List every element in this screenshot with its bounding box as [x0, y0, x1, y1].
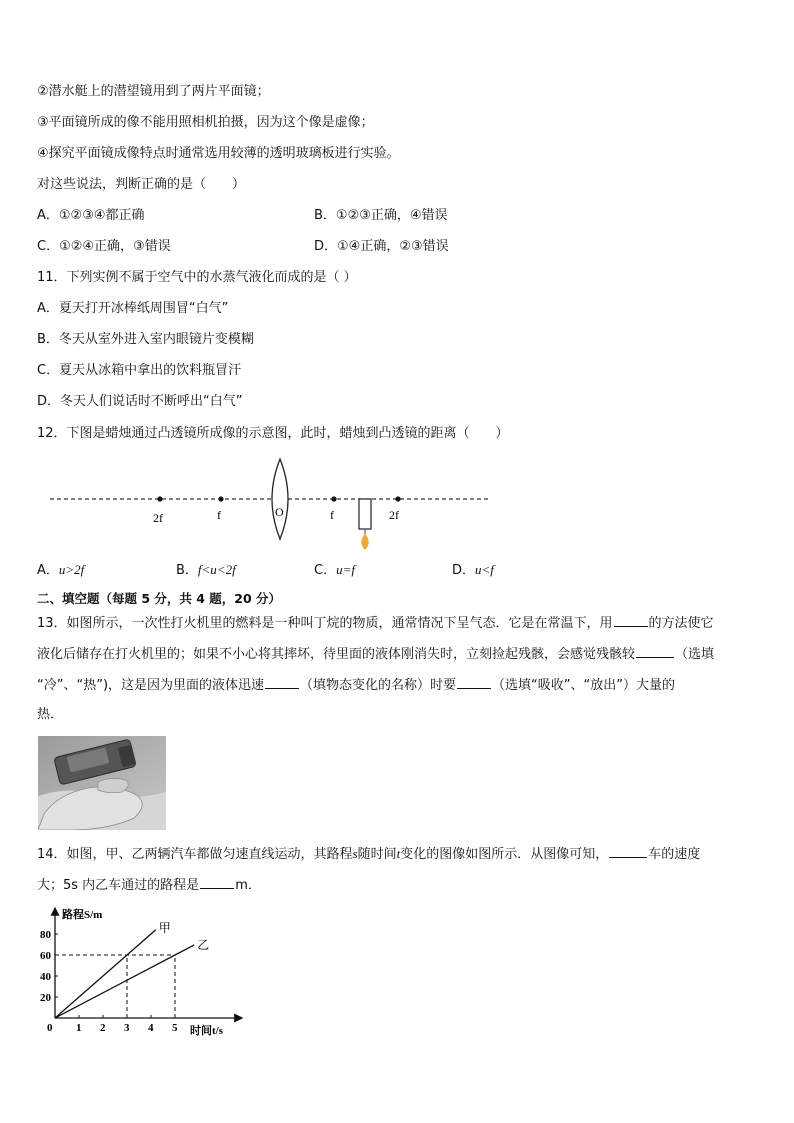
- answer-blank-4[interactable]: [457, 676, 491, 689]
- label-2f-right: 2f: [389, 508, 399, 522]
- q13-line-1-tail: 的方法使它: [648, 616, 714, 631]
- x-tick-label: 3: [124, 1022, 130, 1034]
- q12-option-c-prefix: C．: [314, 563, 337, 578]
- q14-line-2-tail: m．: [235, 878, 261, 893]
- q14-var-t: t: [396, 846, 401, 861]
- q11-option-d: D．冬天人们说话时不断呼出“白气”: [37, 394, 243, 409]
- right-2f-point: [395, 496, 400, 501]
- q12-option-c-expr: u=f: [336, 562, 355, 577]
- q13-line-2-tail: （选填: [675, 647, 715, 662]
- q10-option-c: C．①②④正确，③错误: [37, 239, 171, 254]
- x-tick-label: 5: [172, 1022, 178, 1034]
- x-tick-label: 2: [100, 1022, 106, 1034]
- q13-line-4: 热．: [37, 707, 64, 722]
- x-axis-label: 时间t/s: [190, 1025, 223, 1037]
- label-f-right: f: [330, 508, 334, 522]
- q13-line-2-text: 液化后储存在打火机里的；如果不小心将其摔坏，待里面的液体刚消失时，立刻捡起残骸，会感觉残骸较: [37, 647, 636, 662]
- q14-line-1-text: 14．如图，甲、乙两辆汽车都做匀速直线运动，其路程: [37, 847, 353, 862]
- q10-statement-3: ③平面镜所成的像不能用照相机拍摄，因为这个像是虚像；: [37, 115, 374, 130]
- q14-line-2-text: 大；5s 内乙车通过的路程是: [37, 878, 200, 893]
- q10-statement-4: ④探究平面镜成像特点时通常选用较薄的透明玻璃板进行实验。: [37, 146, 400, 161]
- right-f-point: [331, 496, 336, 501]
- q12-option-d-expr: u<f: [475, 562, 494, 577]
- q14-var-s: s: [352, 846, 358, 861]
- q14-line-2: [37, 876, 261, 894]
- q12-option-a-prefix: A．: [37, 563, 59, 578]
- x-tick-label: 4: [148, 1022, 154, 1034]
- answer-blank-5[interactable]: [609, 845, 647, 858]
- q11-stem: 11．下列实例不属于空气中的水蒸气液化而成的是（ ）: [37, 270, 357, 285]
- q10-option-b: B．①②③正确，④错误: [314, 208, 448, 223]
- convex-lens: [272, 459, 288, 539]
- answer-blank-6[interactable]: [200, 876, 234, 889]
- lighter-photo: [38, 736, 166, 830]
- y-axis-label: 路程S/m: [62, 909, 103, 921]
- q10-statement-2: ②潜水艇上的潜望镜用到了两片平面镜；: [37, 84, 270, 99]
- answer-blank-1[interactable]: [614, 614, 648, 627]
- label-2f-left: 2f: [153, 511, 163, 525]
- q13-line-3-text: “冷”、“热”)，这是因为里面的液体迅速: [37, 678, 265, 693]
- y-tick-label: 20: [40, 992, 51, 1004]
- q13-line-2: [37, 645, 714, 663]
- left-f-point: [218, 496, 223, 501]
- y-tick-label: 60: [40, 950, 51, 962]
- q11-option-a: A．夏天打开冰棒纸周围冒“白气”: [37, 301, 229, 316]
- y-tick-label: 40: [40, 971, 51, 983]
- q14-line-1-mid2: 变化的图像如图所示．从图像可知，: [400, 847, 609, 862]
- q10-option-a: A．①②③④都正确: [37, 208, 145, 223]
- q12-stem: 12．下图是蜡烛通过凸透镜所成像的示意图，此时，蜡烛到凸透镜的距离（ ）: [37, 426, 509, 441]
- label-f-left: f: [217, 508, 221, 522]
- answer-blank-3[interactable]: [265, 676, 299, 689]
- candle-flame: [361, 534, 369, 550]
- label-o: O: [275, 505, 284, 519]
- q13-line-3-tail: （选填“吸收”、“放出”）大量的: [492, 678, 675, 693]
- series-line-yi: [55, 945, 194, 1018]
- q14-line-1-tail: 车的速度: [648, 847, 701, 862]
- q12-option-b-expr: f<u<2f: [197, 562, 236, 577]
- q10-option-d: D．①④正确，②③错误: [314, 239, 449, 254]
- series-line-jia: [55, 930, 156, 1018]
- section-heading: 二、填空题（每题 5 分，共 4 题，20 分）: [37, 591, 282, 606]
- x-tick-label: 0: [47, 1022, 53, 1034]
- left-2f-point: [157, 496, 162, 501]
- series-label: 甲: [158, 920, 171, 935]
- distance-time-chart: [30, 898, 270, 1038]
- series-label: 乙: [197, 937, 210, 952]
- x-tick-label: 1: [76, 1022, 82, 1034]
- q12-option-b: [176, 562, 236, 579]
- q14-line-1: [37, 845, 700, 863]
- y-tick-label: 80: [40, 929, 51, 941]
- q11-option-b: B．冬天从室外进入室内眼镜片变模糊: [37, 332, 254, 347]
- q11-option-c: C．夏天从冰箱中拿出的饮料瓶冒汗: [37, 363, 242, 378]
- q12-option-b-prefix: B．: [176, 563, 198, 578]
- q14-line-1-mid: 随时间: [357, 847, 397, 862]
- q12-option-a-expr: u>2f: [58, 562, 85, 577]
- q10-prompt: 对这些说法，判断正确的是（ ）: [37, 177, 246, 192]
- q12-option-c: [314, 562, 355, 579]
- q13-line-1: [37, 614, 714, 632]
- lens-diagram: [40, 455, 500, 555]
- answer-blank-2[interactable]: [636, 645, 674, 658]
- candle-body: [359, 499, 371, 529]
- q12-option-a: [37, 562, 84, 579]
- q12-option-d: [452, 562, 494, 579]
- q13-line-3: [37, 676, 675, 694]
- q12-option-d-prefix: D．: [452, 563, 476, 578]
- q13-line-3-mid: （填物态变化的名称）时要: [300, 678, 457, 693]
- q13-line-1-text: 13．如图所示，一次性打火机里的燃料是一种叫丁烷的物质，通常情况下呈气态．它是在常温下，用: [37, 616, 613, 631]
